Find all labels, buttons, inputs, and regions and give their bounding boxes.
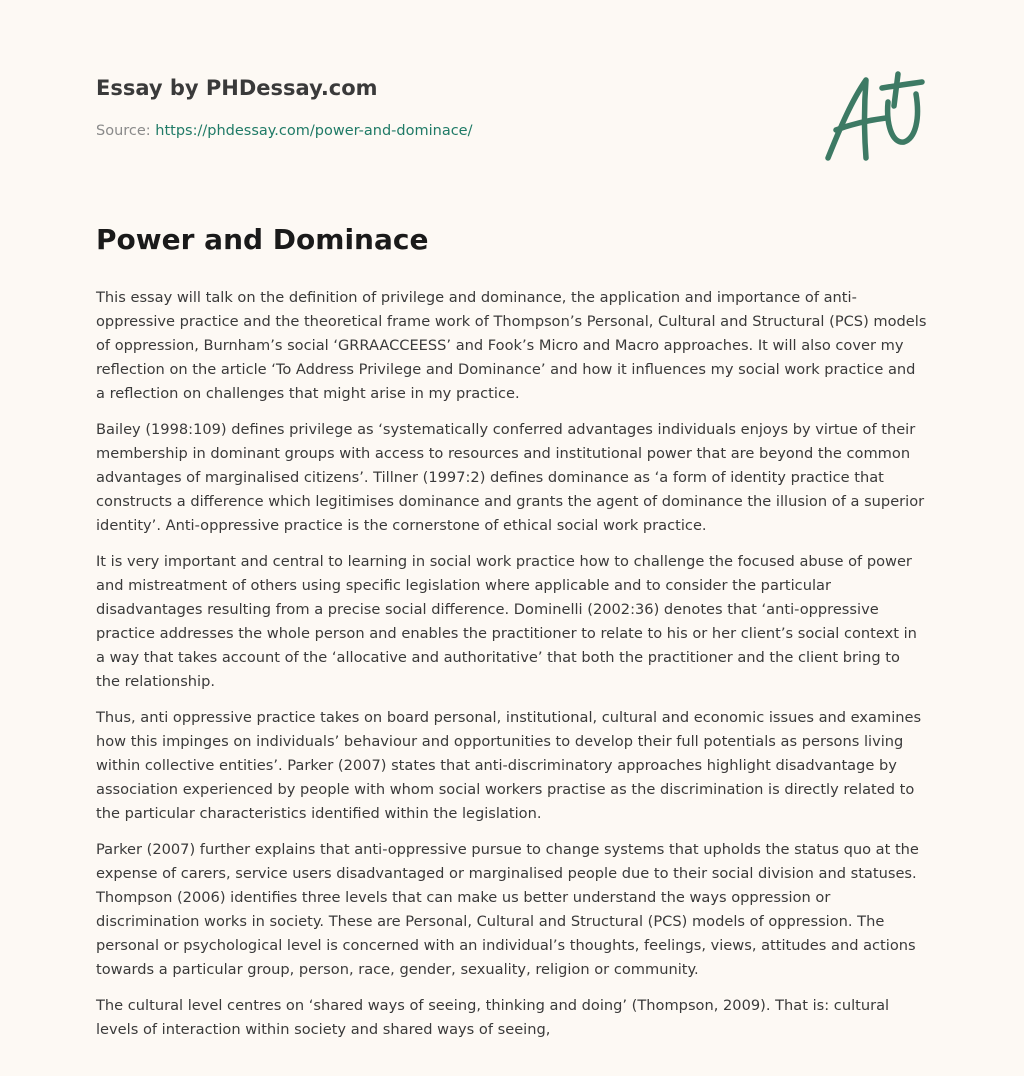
essay-title: Power and Dominace (96, 223, 429, 256)
paragraph: Thus, anti oppressive practice takes on board personal, institutional, cultural and economic issues and examines how this impinges on individuals’ behaviour and opportunities to develop their full potentials as persons living within collective entities’. Parker (2007) states that anti-discriminatory approaches highlight disadvantage by association experienced by people with whom social workers practise as the discrimination is directly related to the particular characteristics identified within the legislation. (96, 709, 922, 822)
essay-body (96, 286, 928, 1054)
source-label: Source: (96, 123, 156, 139)
paragraph: Bailey (1998:109) defines privilege as ‘systematically conferred advantages individuals enjoys by virtue of their membership in dominant groups with access to resources and institutional power that are beyond the common advantages of marginalised citizens’. Tillner (1997:2) defines dominance as ‘a form of identity practice that constructs a difference which legitimises dominance and grants the agent of dominance the illusion of a superior identity’. Anti-oppressive practice is the cornerstone of ethical social work practice. (96, 421, 925, 534)
paragraph: This essay will talk on the definition of privilege and dominance, the application and importance of anti-oppressive practice and the theoretical frame work of Thompson’s Personal, Cultural and Structural (PCS) models of oppression, Burnham’s social ‘GRRAACCEESS’ and Fook’s Micro and Macro approaches. It will also cover my reflection on the article ‘To Address Privilege and Dominance’ and how it influences my social work practice and a reflection on challenges that might arise in my practice. (96, 289, 927, 402)
paragraph: The cultural level centres on ‘shared ways of seeing, thinking and doing’ (Thompson, 2009). That is: cultural levels of interaction within society and shared ways of seeing, (96, 997, 890, 1038)
paragraph: It is very important and central to learning in social work practice how to challenge the focused abuse of power and mistreatment of others using specific legislation where applicable and to consider the particular disadvantages resulting from a precise social difference. Dominelli (2002:36) denotes that ‘anti-oppressive practice addresses the whole person and enables the practitioner to relate to his or her client’s social context in a way that takes account of the ‘allocative and authoritative’ that both the practitioner and the client bring to the relationship. (96, 553, 917, 690)
source-link[interactable]: https://phdessay.com/power-and-dominace/ (155, 123, 473, 139)
paragraph: Parker (2007) further explains that anti-oppressive pursue to change systems that upholds the status quo at the expense of carers, service users disadvantaged or marginalised people due to their social division and statuses. Thompson (2006) identifies three levels that can make us better understand the ways oppression or discrimination works in society. These are Personal, Cultural and Structural (PCS) models of oppression. The personal or psychological level is concerned with an individual’s thoughts, feelings, views, attitudes and actions towards a particular group, person, race, gender, sexuality, religion or community. (96, 841, 919, 978)
site-brand: Essay by PHDessay.com (96, 76, 378, 100)
source-line (96, 123, 472, 139)
a-plus-icon (822, 66, 926, 166)
